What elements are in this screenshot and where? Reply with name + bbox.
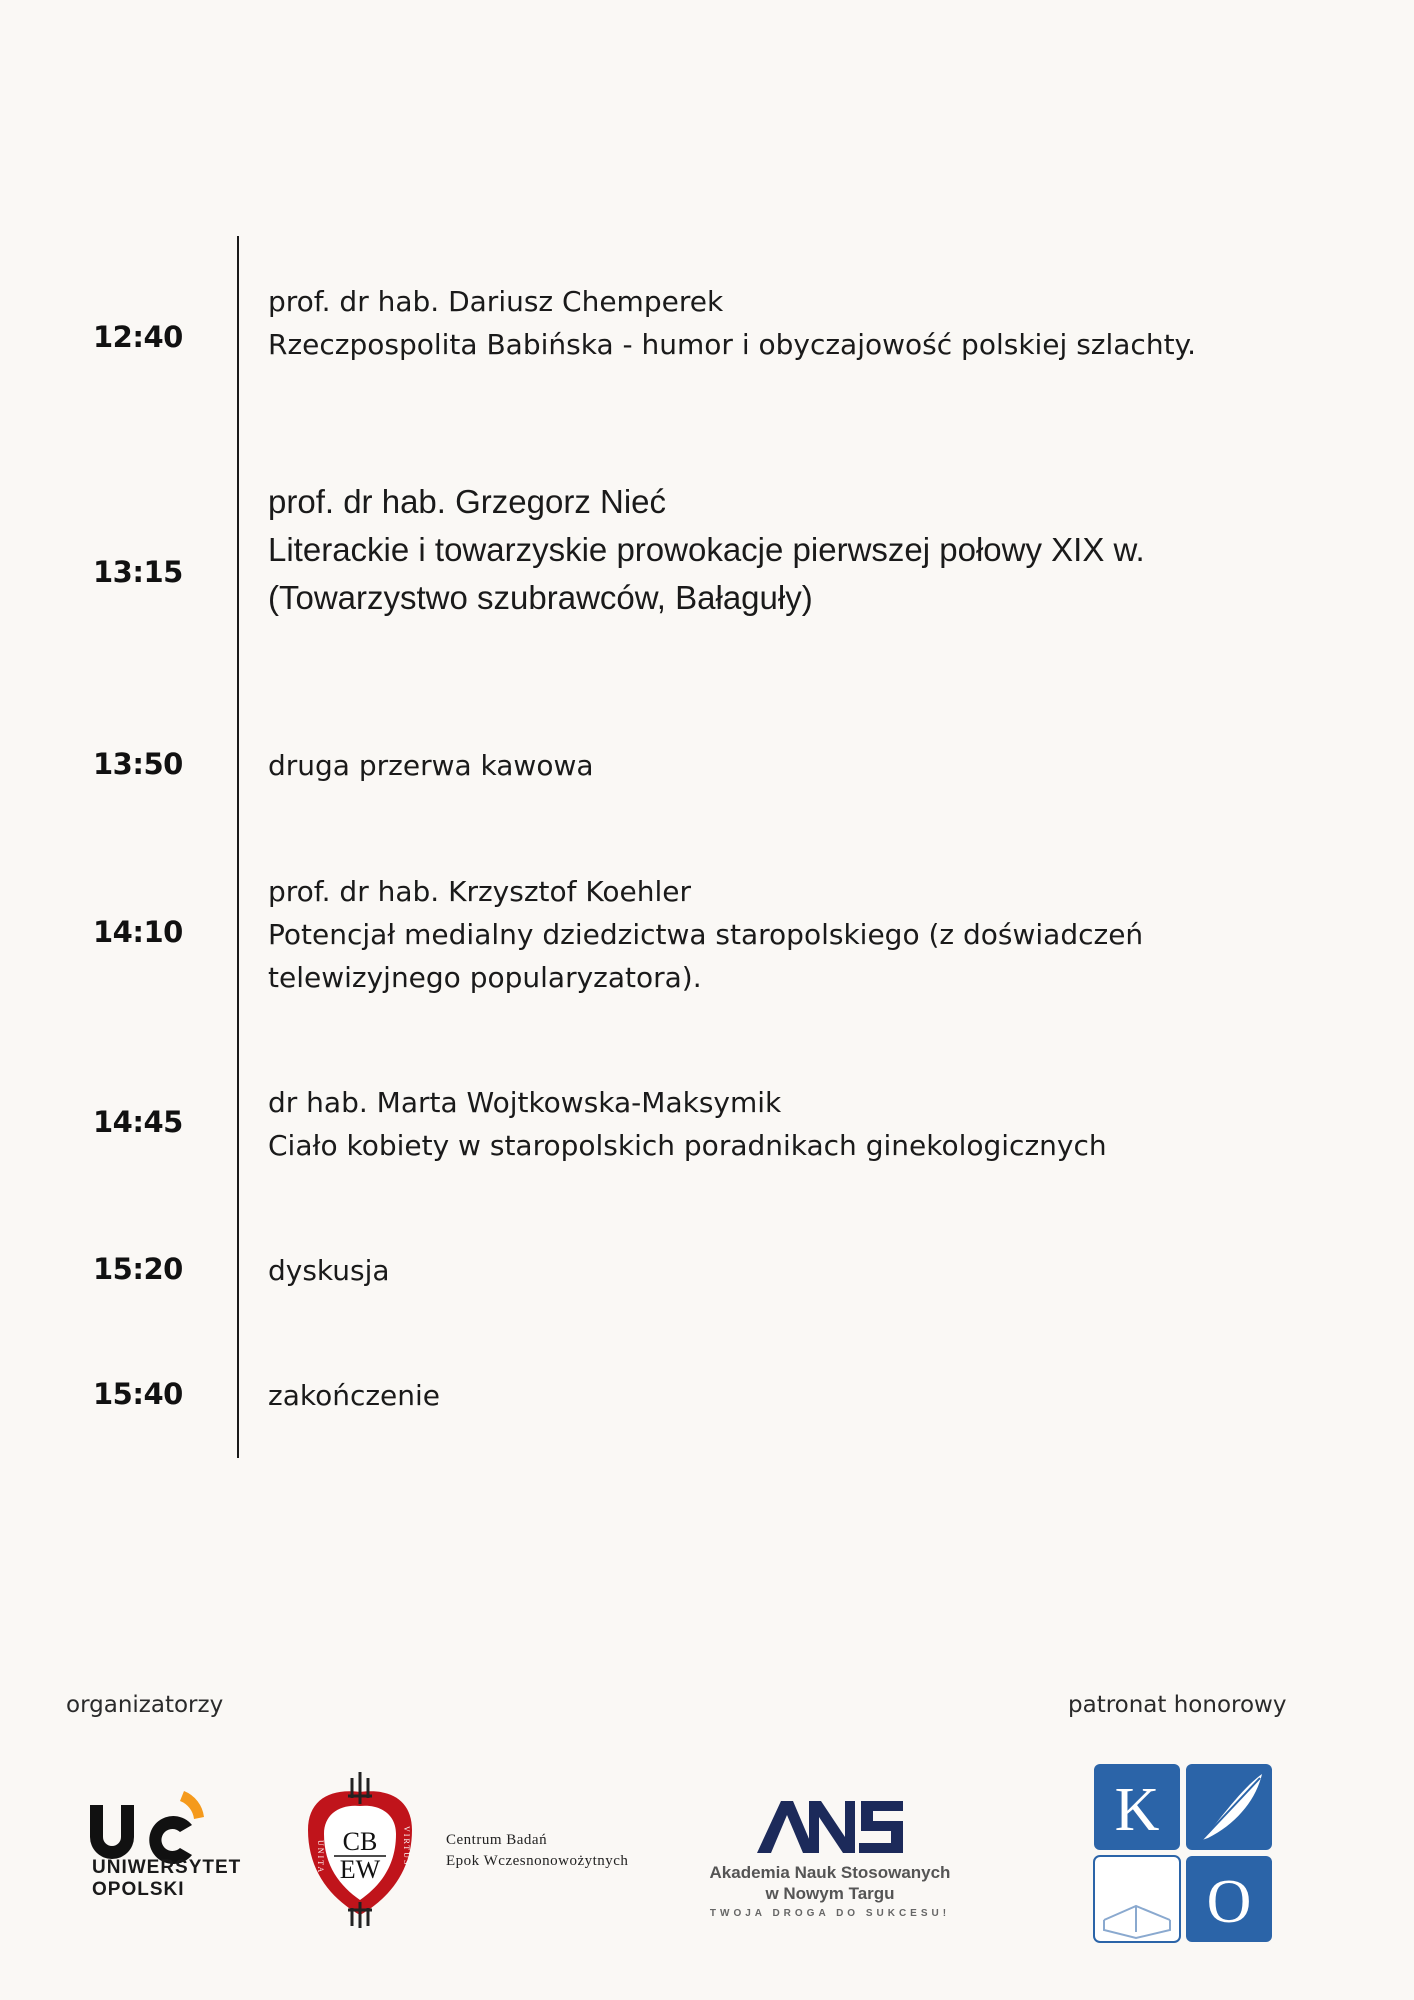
cbew-mark-bottom: EW: [339, 1855, 381, 1884]
timeline-divider: [237, 236, 239, 1458]
schedule-content: [268, 478, 1348, 622]
schedule-content: [268, 1374, 1348, 1417]
schedule-content: [268, 870, 1348, 999]
talk-title-cont: telewizyjnego popularyzatora).: [268, 961, 702, 994]
ko-patronage-logo: [1090, 1760, 1276, 1946]
item-label: zakończenie: [268, 1379, 441, 1412]
speaker-name: prof. dr hab. Grzegorz Nieć: [268, 483, 666, 520]
ans-name: Akademia Nauk Stosowanych w Nowym Targu: [709, 1863, 951, 1903]
ko-letter-o: O: [1206, 1868, 1252, 1936]
ans-slogan: TWOJA DROGA DO SUKCESU!: [709, 1908, 951, 1919]
cbew-motto-right: VIRTUS: [402, 1826, 411, 1867]
item-label: dyskusja: [268, 1254, 390, 1287]
schedule-content: [268, 744, 1348, 787]
uo-name: UNIWERSYTET OPOLSKI: [92, 1857, 242, 1900]
schedule-content: [268, 1081, 1348, 1167]
schedule-time: 12:40: [93, 320, 183, 354]
schedule-time: 13:50: [93, 747, 183, 781]
cbew-name: Centrum Badań Epok Wczesnonowożytnych: [446, 1832, 629, 1869]
schedule-time: 15:20: [93, 1252, 183, 1286]
organizers-label: organizatorzy: [66, 1692, 224, 1718]
talk-title: Literackie i towarzyskie prowokacje pierwszej połowy XIX w.: [268, 531, 1145, 568]
talk-title: Ciało kobiety w staropolskich poradnikach ginekologicznych: [268, 1129, 1107, 1162]
patronage-label: patronat honorowy: [1068, 1692, 1287, 1718]
schedule-time: 13:15: [93, 555, 183, 589]
speaker-name: dr hab. Marta Wojtkowska-Maksymik: [268, 1086, 782, 1119]
talk-title-cont: (Towarzystwo szubrawców, Bałaguły): [268, 579, 813, 616]
schedule-time: 14:10: [93, 915, 183, 949]
talk-title: Rzeczpospolita Babińska - humor i obyczajowość polskiej szlachty.: [268, 328, 1197, 361]
cbew-motto-left: UNITA: [316, 1840, 325, 1875]
talk-title: Potencjał medialny dziedzictwa staropolskiego (z doświadczeń: [268, 918, 1144, 951]
ans-logo: [755, 1795, 905, 1857]
speaker-name: prof. dr hab. Dariusz Chemperek: [268, 285, 724, 318]
cbew-crest-logo: [300, 1770, 420, 1930]
schedule-time: 14:45: [93, 1105, 183, 1139]
schedule-time: 15:40: [93, 1377, 183, 1411]
speaker-name: prof. dr hab. Krzysztof Koehler: [268, 875, 691, 908]
cbew-mark-top: CB: [342, 1827, 378, 1856]
schedule-content: [268, 280, 1348, 366]
schedule-content: [268, 1249, 1348, 1292]
item-label: druga przerwa kawowa: [268, 749, 594, 782]
ko-letter-k: K: [1114, 1776, 1160, 1844]
